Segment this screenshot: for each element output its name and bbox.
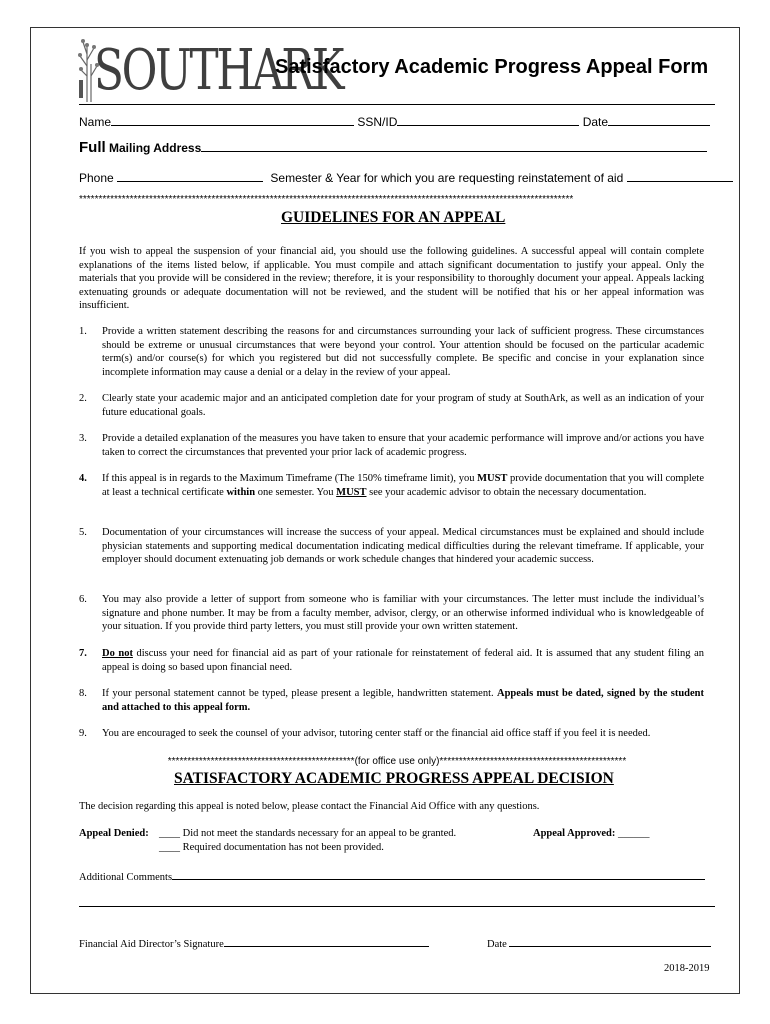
item-number: 1. <box>79 326 87 337</box>
phone-field[interactable] <box>117 169 263 182</box>
phone-row <box>79 169 733 185</box>
must-emphasis: MUST <box>477 473 508 484</box>
list-item <box>79 472 704 499</box>
list-item <box>79 392 704 419</box>
list-item <box>79 647 704 674</box>
item-text-part: one semester. You <box>255 486 337 498</box>
item-text <box>102 687 704 714</box>
mailing-address-field[interactable] <box>201 139 707 152</box>
item-text <box>102 647 704 674</box>
mailing-row <box>79 139 707 156</box>
signature-field[interactable] <box>224 935 429 947</box>
list-item <box>79 325 704 379</box>
comments-field[interactable] <box>172 868 705 880</box>
list-item <box>79 526 704 567</box>
comments-label: Additional Comments <box>79 872 173 883</box>
director-date-row <box>487 935 711 950</box>
semester-field[interactable] <box>627 169 733 182</box>
list-item <box>79 432 704 459</box>
comments-line-2[interactable] <box>79 906 715 907</box>
appeal-denied-label: Appeal Denied: <box>79 828 149 839</box>
item-number: 5. <box>79 527 87 538</box>
comments-row <box>79 868 705 883</box>
appeal-approved-blank[interactable]: ______ <box>618 828 650 839</box>
item-number: 8. <box>79 688 87 699</box>
item-text-part: discuss your need for financial aid as part of your rationale for reinstatement of federal aid. It is assumed that any student filing an appeal is doing so based upon financial need. <box>102 648 704 673</box>
item-text: Clearly state your academic major and an anticipated completion date for your program of study at SouthArk, as well as an indication of your future educational goals. <box>102 393 704 418</box>
appeal-approved <box>533 828 650 839</box>
denied-option-standards[interactable]: ____ Did not meet the standards necessary for an appeal to be granted. <box>159 828 457 839</box>
item-bold-text: Appeals must be dated, signed by the student and attached to this appeal form. <box>102 688 705 713</box>
item-text: Documentation of your circumstances will increase the success of your appeal. Medical circumstances must be explained and should include physician statements and supporting medical documentation indicating medical difficulties during the relevant timeframe. If applicable, your employer should document extenuating job demands or work schedule changes that hindered your academic success. <box>102 527 704 565</box>
ssn-field[interactable] <box>397 113 579 126</box>
footer-year: 2018-2019 <box>664 963 710 974</box>
name-field[interactable] <box>111 113 354 126</box>
item-number: 2. <box>79 393 87 404</box>
title-rule <box>79 104 715 105</box>
item-text: You are encouraged to seek the counsel of your advisor, tutoring center staff or the financial aid office staff if you feel it is needed. <box>102 728 651 739</box>
list-item <box>79 687 704 714</box>
item-text-part: provide documentation that you will complete at least a technical certificate <box>102 473 704 498</box>
director-date-field[interactable] <box>509 935 711 947</box>
name-row <box>79 113 710 129</box>
office-use-divider: ************************************************(for office use only)************************************************ <box>167 756 627 767</box>
item-text: You may also provide a letter of support from someone who is familiar with your circumstances. The letter must include the individual’s signature and phone number. It may be from a faculty member, advisor, clergy, or an otherwise informed individual who is knowledgeable of your situation. If you provide third party letters, you must still provide your own written statement. <box>102 594 704 632</box>
item-number: 9. <box>79 728 87 739</box>
do-not-emphasis: Do not <box>102 648 133 659</box>
item-number: 3. <box>79 433 87 444</box>
ssn-label: SSN/ID <box>357 115 398 129</box>
southark-logo <box>77 36 343 103</box>
decision-intro: The decision regarding this appeal is noted below, please contact the Financial Aid Office with any questions. <box>79 801 540 812</box>
item-number: 6. <box>79 594 87 605</box>
phone-label: Phone <box>79 171 114 185</box>
list-item <box>79 727 704 741</box>
item-text: Provide a detailed explanation of the measures you have taken to ensure that your academic performance will improve and/or actions you have taken to correct the circumstances that prevented your prior lack of academic progress. <box>102 433 704 458</box>
appeal-approved-label: Appeal Approved: <box>533 828 616 839</box>
signature-label: Financial Aid Director’s Signature <box>79 939 224 950</box>
mailing-label: Mailing Address <box>109 141 202 155</box>
date-label: Date <box>582 115 609 129</box>
must-emphasis-underlined: MUST <box>336 486 367 498</box>
decision-heading: SATISFACTORY ACADEMIC PROGRESS APPEAL DECISION <box>174 770 614 787</box>
star-divider: ******************************************************************************************************************************* <box>79 194 574 205</box>
director-date-label: Date <box>487 939 507 950</box>
item-number: 7. <box>79 648 87 659</box>
item-text-part: see your academic advisor to obtain the necessary documentation. <box>366 486 647 498</box>
item-text-part: If this appeal is in regards to the Maximum Timeframe (The 150% timeframe limit), you <box>102 473 478 484</box>
item-text-part: If your personal statement cannot be typed, please present a legible, handwritten statement. <box>102 688 497 699</box>
date-field[interactable] <box>608 113 710 126</box>
name-label: Name <box>79 115 112 129</box>
full-label: Full <box>79 139 106 156</box>
logo-wordmark: SOUTHARK <box>94 38 343 103</box>
within-emphasis: within <box>226 486 256 498</box>
signature-row <box>79 935 429 950</box>
item-number: 4. <box>79 473 87 484</box>
item-text <box>102 472 704 499</box>
item-text: Provide a written statement describing the reasons for and circumstances surrounding your lack of sufficient progress. These circumstances should be extreme or unusual circumstances that were beyond your control. Your attention should be focused on the particular academic term(s) and/or course(s) for which you registered but did not successfully complete. Be specific and concise in your explanation since incomplete information may cause a denial or a delay in the review of your appeal. <box>102 326 704 378</box>
guidelines-heading: GUIDELINES FOR AN APPEAL <box>281 209 506 226</box>
guidelines-intro: If you wish to appeal the suspension of your financial aid, you should use the following guidelines. A successful appeal will contain complete explanations of the items listed below, if applicable. You must compile and attach significant documentation to justify your appeal. Only the materials that you provide will be considered in the review; therefore, it is your responsibility to thoroughly document your appeal. Appeals lacking extenuating grounds or adequate documentation will not be reviewed, and the student will be notified that his or her appeal information was insufficient. <box>79 246 704 311</box>
denied-option-documentation[interactable]: ____ Required documentation has not been provided. <box>159 842 384 853</box>
semester-label: Semester & Year for which you are requesting reinstatement of aid <box>270 171 624 185</box>
form-title: Satisfactory Academic Progress Appeal Form <box>275 56 709 78</box>
list-item <box>79 593 704 634</box>
